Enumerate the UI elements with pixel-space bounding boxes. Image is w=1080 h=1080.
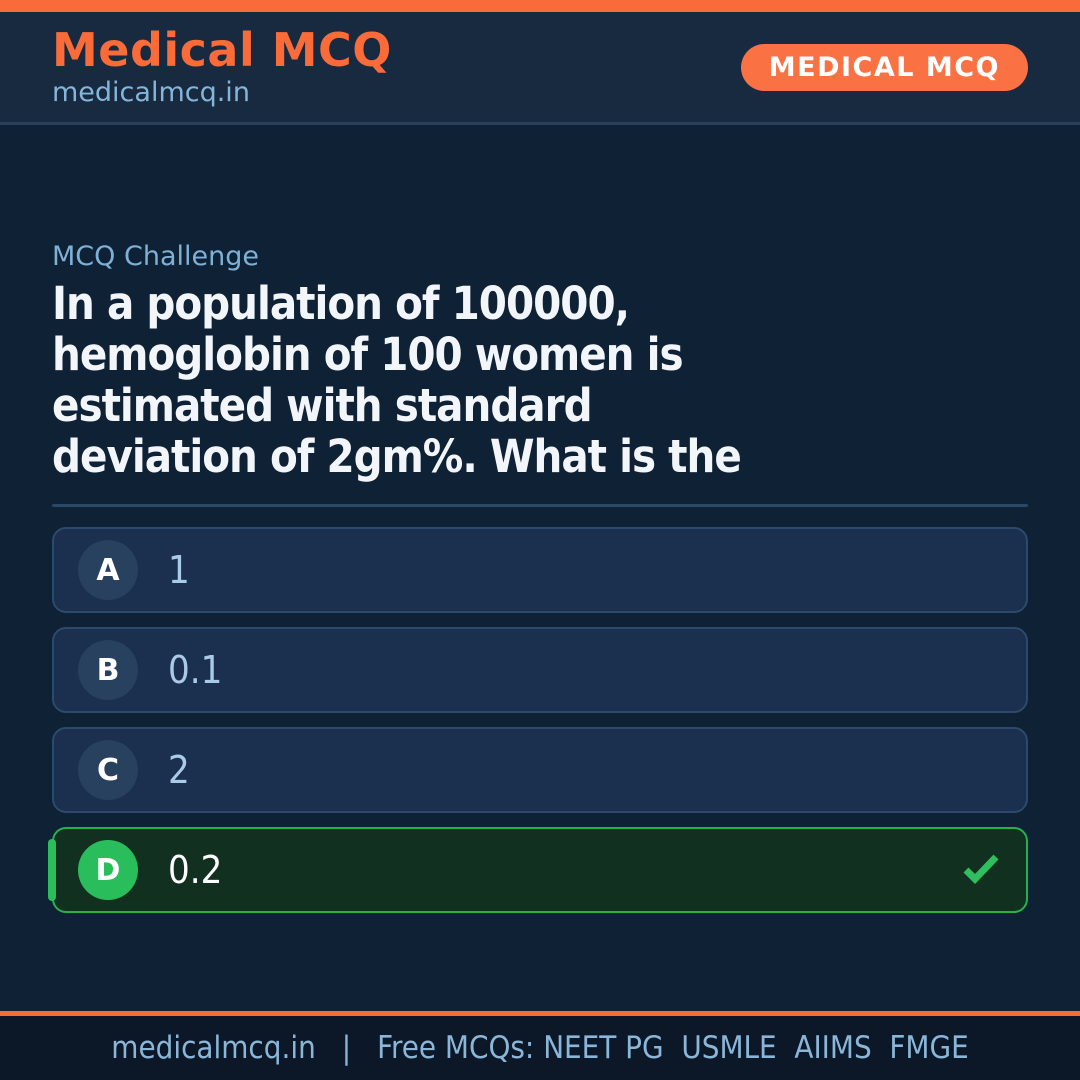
question-text (52, 278, 1028, 482)
footer-site: medicalmcq.in (111, 1030, 316, 1066)
option-letter-badge: A (78, 540, 138, 600)
question-options-divider (52, 504, 1028, 507)
option-letter-badge: C (78, 740, 138, 800)
brand-subtitle: medicalmcq.in (52, 77, 250, 109)
option-row-a[interactable] (52, 527, 1028, 613)
brand-block (52, 22, 392, 109)
option-label: 2 (168, 748, 190, 792)
option-label: 0.1 (168, 648, 223, 692)
brand-badge: MEDICAL MCQ (741, 44, 1028, 91)
option-label: 0.2 (168, 848, 223, 892)
check-icon (962, 852, 1000, 888)
option-label: 1 (168, 548, 190, 592)
footer-separator: | (341, 1030, 352, 1066)
question-line-4: deviation of 2gm%. What is the (52, 430, 741, 483)
option-letter-badge: D (78, 840, 138, 900)
correct-accent-bar (48, 839, 56, 901)
footer-tagline: Free MCQs: NEET PG USMLE AIIMS FMGE (377, 1030, 969, 1066)
brand-title: Medical MCQ (52, 22, 392, 77)
option-letter-badge: B (78, 640, 138, 700)
header (0, 12, 1080, 125)
option-row-d[interactable] (52, 827, 1028, 913)
question-line-2: hemoglobin of 100 women is (52, 328, 683, 381)
footer-bar (0, 1011, 1080, 1080)
challenge-label: MCQ Challenge (52, 241, 259, 272)
top-accent-strip (0, 0, 1080, 12)
question-line-1: In a population of 100000, (52, 277, 629, 330)
main-content (0, 241, 1080, 913)
options-list (52, 527, 1028, 913)
option-row-b[interactable] (52, 627, 1028, 713)
question-line-3: estimated with standard (52, 379, 592, 432)
option-row-c[interactable] (52, 727, 1028, 813)
